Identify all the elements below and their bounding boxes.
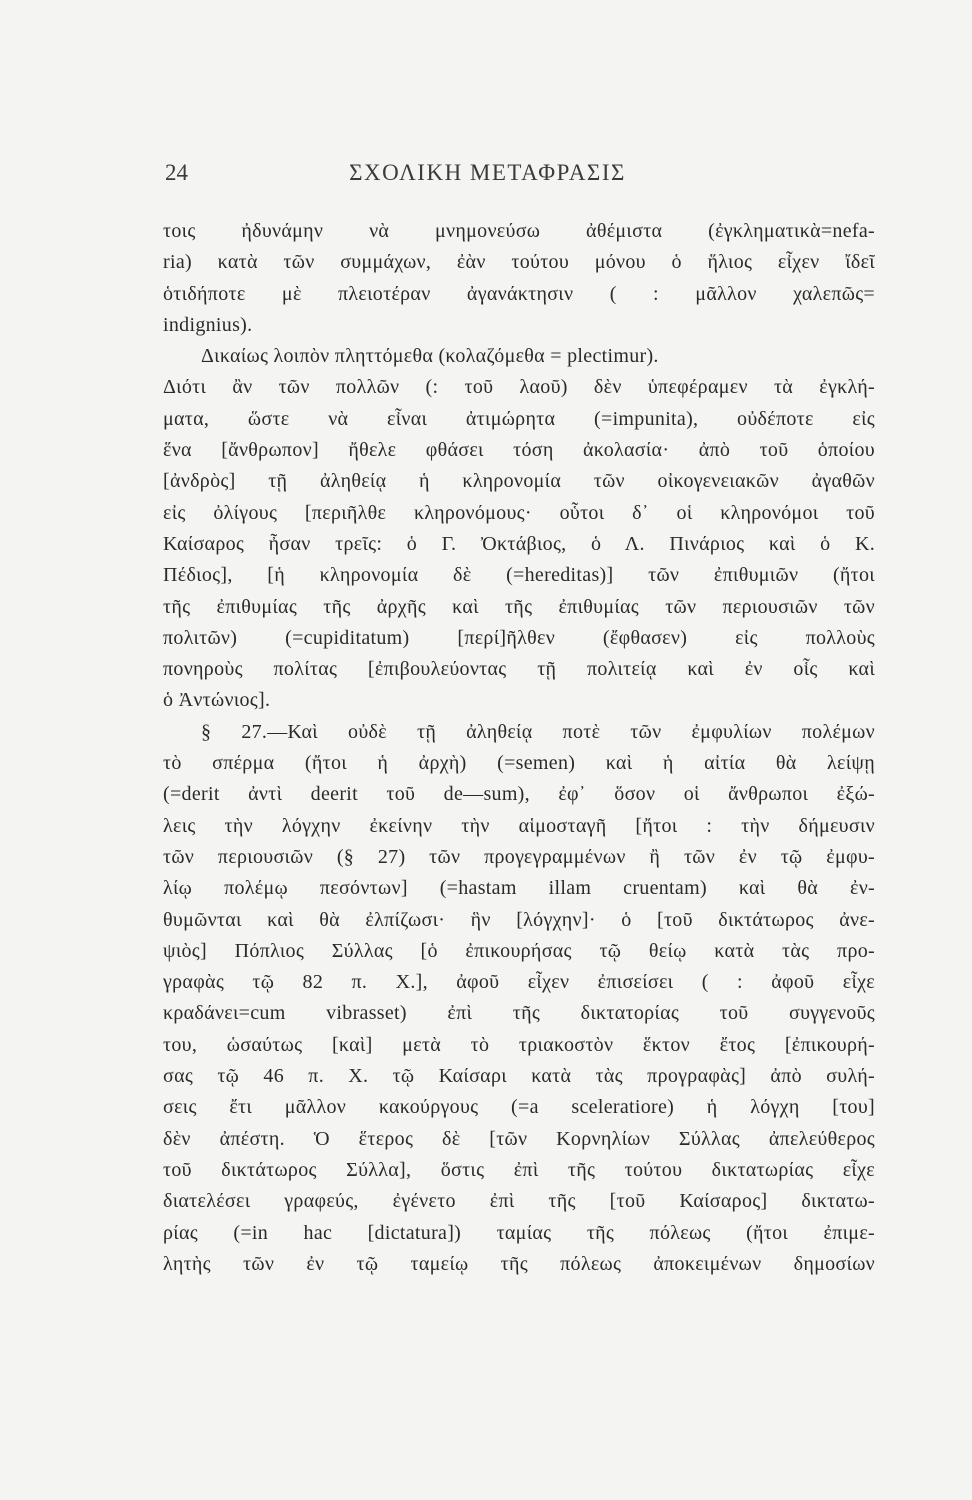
text-line: τῶν περιουσιῶν (§ 27) τῶν προγεγραμμένων ἢ τῶν ἐν τῷ ἐμφυ-: [163, 845, 875, 868]
text-line: ἕνα [ἄνθρωπον] ἤθελε φθάσει τόση ἀκολασία· ἀπὸ τοῦ ὁποίου: [163, 439, 875, 462]
text-line: διατελέσει γραφεύς, ἐγένετο ἐπὶ τῆς [τοῦ Καίσαρος] δικτατω-: [163, 1190, 875, 1213]
page-number: 24: [165, 160, 188, 185]
text-line: θυμῶνται καὶ θὰ ἐλπίζωσι· ἣν [λόγχην]· ὁ [τοῦ δικτάτωρος ἀνε-: [163, 908, 875, 931]
text-line: Διότι ἂν τῶν πολλῶν (: τοῦ λαοῦ) δὲν ὑπεφέραμεν τὰ ἐγκλή-: [163, 376, 875, 399]
text-line: τοις ἠδυνάμην νὰ μνημονεύσω ἀθέμιστα (ἐγκληματικὰ=nefa-: [163, 220, 875, 242]
text-line: δὲν ἀπέστη. Ὁ ἕτερος δὲ [τῶν Κορνηλίων Σύλλας ἀπελεύθερος: [163, 1127, 875, 1150]
text-line: τῆς ἐπιθυμίας τῆς ἀρχῆς καὶ τῆς ἐπιθυμίας τῶν περιουσιῶν τῶν: [163, 595, 875, 618]
text-line: ὁτιδήποτε μὲ πλειοτέραν ἀγανάκτησιν ( : μᾶλλον χαλεπῶς=: [163, 282, 875, 305]
text-line: ria) κατὰ τῶν συμμάχων, ἐὰν τούτου μόνου ὁ ἥλιος εἶχεν ἴδεῖ: [163, 251, 875, 274]
page-header: [165, 160, 810, 194]
text-line: [ἀνδρὸς] τῇ ἀληθείᾳ ἡ κληρονομία τῶν οἰκογενειακῶν ἀγαθῶν: [163, 470, 875, 493]
text-line: ρίας (=in hac [dictatura]) ταμίας τῆς πόλεως (ἤτοι ἐπιμε-: [163, 1221, 875, 1244]
text-line: πολιτῶν) (=cupiditatum) [περί]ῆλθεν (ἔφθασεν) εἰς πολλοὺς: [163, 626, 875, 649]
text-line: τοῦ δικτάτωρος Σύλλα], ὅστις ἐπὶ τῆς τούτου δικτατωρίας εἶχε: [163, 1158, 875, 1181]
text-line: τὸ σπέρμα (ἤτοι ἡ ἀρχὴ) (=semen) καὶ ἡ αἰτία θὰ λείψῃ: [163, 752, 875, 775]
text-line: εἰς ὀλίγους [περιῆλθε κληρονόμους· οὗτοι δ᾿ οἱ κληρονόμοι τοῦ: [163, 501, 875, 524]
text-line: indignius).: [163, 313, 253, 336]
text-line: Πέδιος], [ἡ κληρονομία δὲ (=hereditas)] τῶν ἐπιθυμιῶν (ἤτοι: [163, 564, 875, 587]
text-line: (=derit ἀντὶ deerit τοῦ de—sum), ἐφ᾿ ὅσον οἱ ἄνθρωποι ἐξώ-: [163, 783, 875, 806]
text-line: κραδάνει=cum vibrasset) ἐπὶ τῆς δικτατορίας τοῦ συγγενοῦς: [163, 1002, 875, 1025]
text-line: του, ὡσαύτως [καὶ] μετὰ τὸ τριακοστὸν ἕκτον ἔτος [ἐπικουρή-: [163, 1033, 875, 1056]
text-line: σεις ἔτι μᾶλλον κακούργους (=a sceleratiore) ἡ λόγχη [του]: [163, 1096, 875, 1119]
text-line: λίῳ πολέμῳ πεσόντων] (=hastam illam cruentam) καὶ θὰ ἐν-: [163, 877, 875, 900]
text-body: [163, 216, 875, 1280]
text-line: § 27.—Καὶ οὐδὲ τῇ ἀληθείᾳ ποτὲ τῶν ἐμφυλίων πολέμων: [201, 720, 875, 743]
text-line: Δικαίως λοιπὸν πληττόμεθα (κολαζόμεθα = plectimur).: [201, 345, 659, 368]
text-line: σας τῷ 46 π. Χ. τῷ Καίσαρι κατὰ τὰς προγραφὰς] ἀπὸ συλή-: [163, 1065, 875, 1088]
text-line: Καίσαρος ἦσαν τρεῖς: ὁ Γ. Ὀκτάβιος, ὁ Λ. Πινάριος καὶ ὁ Κ.: [163, 532, 875, 555]
text-line: πονηροὺς πολίτας [ἐπιβουλεύοντας τῇ πολιτείᾳ καὶ ἐν οἷς καὶ: [163, 658, 875, 681]
text-line: λεις τὴν λόγχην ἐκείνην τὴν αἱμοσταγῆ [ἤτοι : τὴν δήμευσιν: [163, 814, 875, 837]
running-title: ΣΧΟΛΙΚΗ ΜΕΤΑΦΡΑΣΙΣ: [349, 160, 626, 185]
text-line: γραφὰς τῷ 82 π. Χ.], ἀφοῦ εἶχεν ἐπισείσει ( : ἀφοῦ εἶχε: [163, 971, 875, 994]
text-line: λητὴς τῶν ἐν τῷ ταμείῳ τῆς πόλεως ἀποκειμένων δημοσίων: [163, 1252, 875, 1275]
text-line: ψιὸς] Πόπλιος Σύλλας [ὁ ἐπικουρήσας τῷ θείῳ κατὰ τὰς προ-: [163, 939, 875, 962]
text-line: ὁ Ἀντώνιος].: [163, 689, 271, 712]
text-line: ματα, ὥστε νὰ εἶναι ἀτιμώρητα (=impunita), οὐδέποτε εἰς: [163, 407, 875, 430]
